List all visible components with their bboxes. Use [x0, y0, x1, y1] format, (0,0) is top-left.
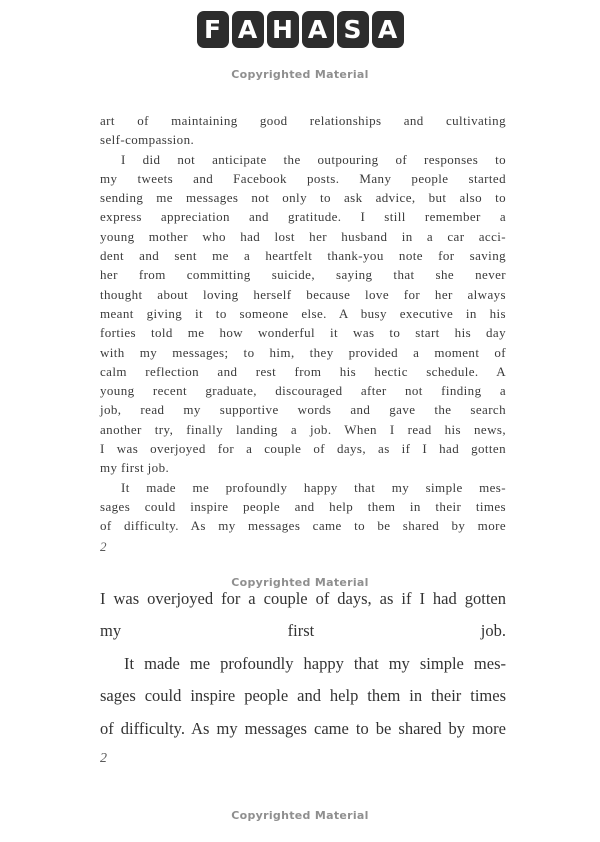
text-line: of difficulty. As my messages came to be shared by more [100, 518, 506, 534]
text-line: It made me profoundly happy that my simple mes- [124, 653, 506, 673]
text-line: I was overjoyed for a couple of days, as if I had gotten [100, 441, 506, 457]
logo-letter-tile: A [302, 11, 334, 48]
logo-letter-tile: A [232, 11, 264, 48]
logo-letter-tile: S [337, 11, 369, 48]
text-line: my tweets and Facebook posts. Many people started [100, 170, 506, 186]
text-line: sages could inspire people and help them in their times [100, 686, 506, 706]
text-line: sending me messages not only to ask advice, but also to [100, 190, 506, 206]
text-line: young mother who had lost her husband in a car acci- [100, 228, 506, 244]
text-line: her from committing suicide, saying that she never [100, 267, 506, 283]
book-page-scan-small [100, 111, 506, 536]
logo-letter-tile: F [197, 11, 229, 48]
text-line: express appreciation and gratitude. I still remember a [100, 209, 506, 225]
text-line: another try, finally landing a job. When I read his news, [100, 421, 506, 437]
copyright-watermark-bottom: Copyrighted Material [231, 809, 369, 822]
text-line: my first job. [100, 460, 170, 476]
page-number: 2 [100, 751, 107, 766]
text-line: with my messages; to him, they provided a moment of [100, 344, 506, 360]
text-line: my first job. [100, 621, 506, 641]
book-page-scan-large [100, 592, 506, 741]
copyright-watermark-top: Copyrighted Material [231, 68, 369, 81]
text-line: art of maintaining good relationships and cultivating [100, 113, 506, 128]
page-number: 2 [100, 539, 107, 554]
text-line: meant giving it to someone else. A busy executive in his [100, 305, 506, 321]
copyright-watermark-middle: Copyrighted Material [231, 576, 369, 589]
logo-letter-tile: A [372, 11, 404, 48]
text-line: thought about loving herself because love for her always [100, 286, 506, 302]
text-line: I was overjoyed for a couple of days, as if I had gotten [100, 592, 506, 608]
text-line: young recent graduate, discouraged after not finding a [100, 383, 506, 399]
logo-letter-tile: H [267, 11, 299, 48]
fahasa-logo [0, 11, 600, 48]
text-line: forties told me how wonderful it was to start his day [100, 325, 506, 341]
text-line: sages could inspire people and help them in their times [100, 498, 506, 514]
text-line: calm reflection and rest from his hectic schedule. A [100, 363, 506, 379]
text-line: job, read my supportive words and gave the search [100, 402, 506, 418]
text-line: It made me profoundly happy that my simple mes- [121, 479, 506, 495]
text-line: I did not anticipate the outpouring of responses to [121, 151, 506, 167]
text-line: self-compassion. [100, 132, 195, 148]
text-line: dent and sent me a heartfelt thank-you note for saving [100, 248, 506, 264]
text-line: of difficulty. As my messages came to be shared by more [100, 718, 506, 738]
